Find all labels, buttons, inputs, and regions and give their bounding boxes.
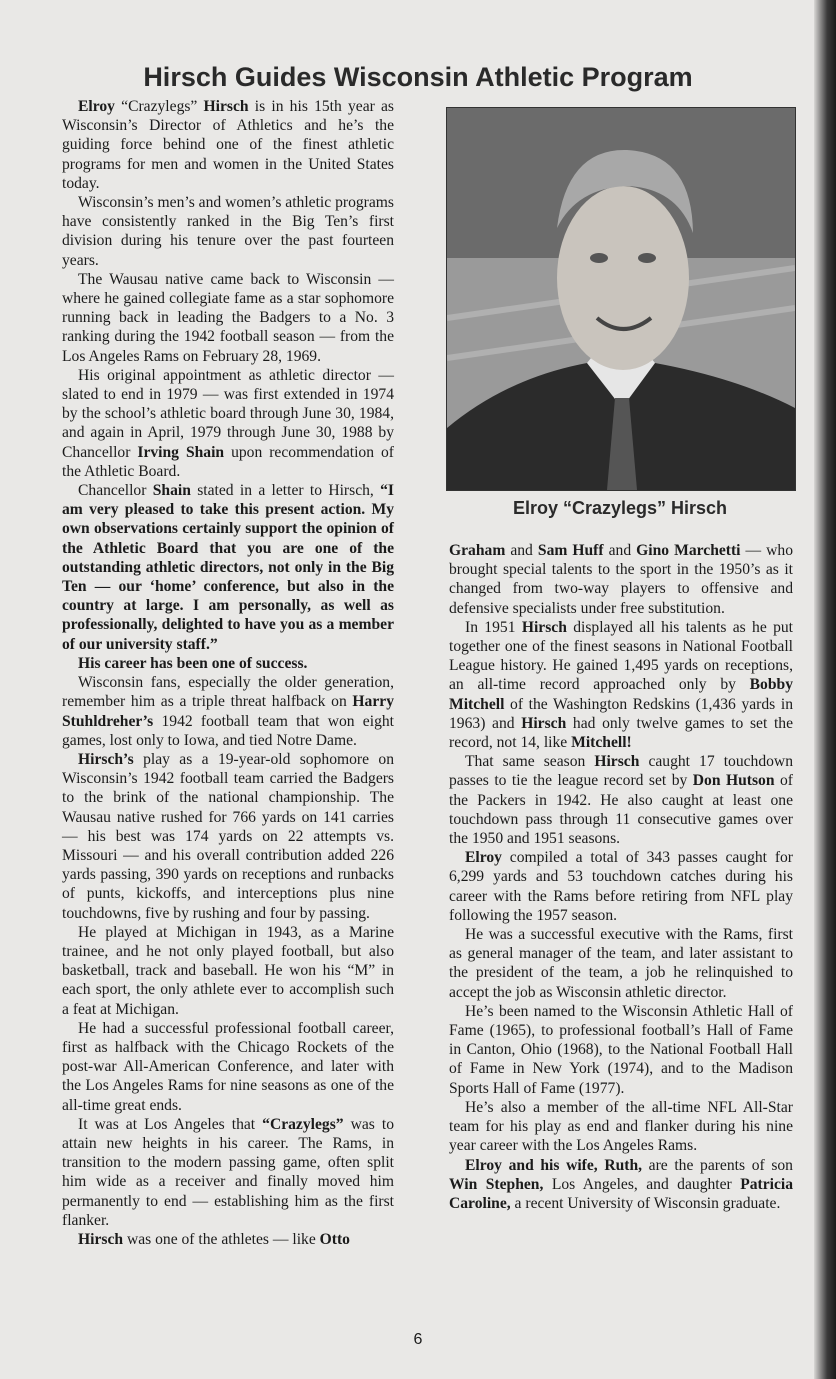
bold-text: Harry Stuhldreher’s bbox=[62, 693, 394, 730]
bold-text: Shain bbox=[152, 482, 191, 500]
bold-text: Gino Marchetti bbox=[636, 542, 741, 559]
bold-text: Win Stephen, bbox=[449, 1175, 544, 1193]
paragraph bbox=[62, 654, 394, 673]
page-edge-shadow bbox=[814, 0, 836, 1379]
paragraph: Wisconsin’s men’s and women’s athletic programs have consistently ranked in the Big Ten’s first division during his tenure over the past fourteen years. bbox=[62, 194, 394, 269]
bold-text: Hirsch’s bbox=[78, 750, 134, 768]
bold-text: Hirsch bbox=[203, 98, 249, 115]
bold-text: Elroy and his wife, Ruth, bbox=[465, 1156, 643, 1174]
bold-text: “Crazylegs” bbox=[262, 1115, 344, 1133]
photo-caption: Elroy “Crazylegs” Hirsch bbox=[512, 498, 728, 518]
paragraph: Hirsch’s play as a 19-year-old sophomore on Wisconsin’s 1942 football team carried the Badgers to the brink of the national championship. The Wausau native rushed for 766 yards on 141 carries — his best was 174 yards on 22 attempts vs. Missouri — and his overall contribution added 226 yards passing, 390 yards on receptions and runbacks of punts, kickoffs, and interceptions plus nine touchdowns, five by rushing and four by passing. bbox=[62, 750, 394, 922]
bold-text: His career has been one of success. bbox=[78, 654, 308, 672]
portrait-illustration bbox=[447, 108, 795, 490]
bold-text: Don Hutson bbox=[692, 772, 775, 790]
bold-text: Otto bbox=[319, 1230, 350, 1248]
bold-text: Mitchell! bbox=[571, 734, 632, 752]
bold-text: “I am very pleased to take this present action. My own observations certainly support the opinion of the Athletic Board that you are one of the outstanding athletic directors, not only in the Big Ten — our ‘home’ conference, but also in the country at large. I am personally, as well as professionally, delighted to have you as a member of our university staff.” bbox=[62, 482, 394, 653]
bold-text: Elroy bbox=[465, 849, 502, 867]
paragraph: Graham and Sam Huff and Gino Marchetti — who brought special talents to the sport in the 1950’s as it changed from two-way players to offensive and defensive specialists under free substitution. bbox=[449, 542, 794, 617]
paragraph: Elroy “Crazylegs” Hirsch is in his 15th year as Wisconsin’s Director of Athletics and he’s the guiding force behind one of the finest athletic programs for men and women in the United States today. bbox=[62, 98, 394, 192]
paragraph: He had a successful professional football career, first as halfback with the Chicago Rockets of the post-war All-American Conference, and later with the Los Angeles Rams for nine seasons as one of the all-time great ends. bbox=[62, 1019, 394, 1114]
bold-text: Sam Huff bbox=[537, 542, 604, 559]
paragraph: His original appointment as athletic director — slated to end in 1979 — was first extended in 1974 by the school’s athletic board through June 30, 1984, and again in April, 1979 through June 30, 1988 by Chancellor Irving Shain upon recommendation of the Athletic Board. bbox=[62, 366, 394, 480]
paragraph: Chancellor Shain stated in a letter to Hirsch, “I am very pleased to take this present action. My own observations certainly support the opinion of the Athletic Board that you are one of the outstanding athletic directors, not only in the Big Ten — our ‘home’ conference, but also in the country at large. I am personally, as well as professionally, delighted to have you as a member of our university staff.” bbox=[62, 482, 394, 653]
bold-text: Hirsch bbox=[521, 714, 567, 732]
page-title: Hirsch Guides Wisconsin Athletic Program bbox=[143, 62, 693, 93]
paragraph: Hirsch was one of the athletes — like Otto bbox=[78, 1230, 350, 1248]
bold-text: Hirsch bbox=[521, 618, 567, 636]
paragraph: The Wausau native came back to Wisconsin — where he gained collegiate fame as a star sophomore running back in leading the Badgers to a No. 3 ranking during the 1942 football season — from the Los Angeles Rams on February 28, 1969. bbox=[62, 270, 394, 365]
bold-text: Irving Shain bbox=[137, 443, 225, 461]
paragraph: He played at Michigan in 1943, as a Marine trainee, and he not only played football, but also basketball, track and baseball. He won his “M” in each sport, the only athlete ever to accomplish such a feat at Michigan. bbox=[62, 923, 394, 1018]
paragraph: He’s also a member of the all-time NFL All-Star team for his play as end and flanker during his nine year career with the Los Angeles Rams. bbox=[449, 1098, 793, 1155]
bold-text: Graham bbox=[449, 542, 506, 559]
right-column bbox=[449, 541, 793, 1213]
bold-text: Patricia Caroline, bbox=[449, 1175, 794, 1212]
paragraph: He’s been named to the Wisconsin Athletic Hall of Fame (1965), to professional football’s Hall of Fame in Canton, Ohio (1968), to the National Football Hall of Fame in New York (1974), and to the Madison Sports Hall of Fame (1977). bbox=[449, 1002, 793, 1097]
bold-text: Hirsch bbox=[594, 753, 640, 771]
paragraph: That same season Hirsch caught 17 touchdown passes to tie the league record set by Don Hutson of the Packers in 1942. He also caught at least one touchdown pass through 11 consecutive games over the 1950 and 1951 seasons. bbox=[449, 753, 793, 848]
bold-text: Bobby Mitchell bbox=[449, 676, 793, 713]
paragraph: In 1951 Hirsch displayed all his talents as he put together one of the finest seasons in National Football League history. He gained 1,495 yards on receptions, an all-time record approached only by Bobby Mitchell of the Washington Redskins (1,436 yards in 1963) and Hirsch had only twelve games to set the record, not 14, like Mitchell! bbox=[449, 618, 793, 752]
bold-text: Hirsch bbox=[78, 1230, 124, 1248]
bold-text: Elroy bbox=[78, 98, 115, 115]
page-number: 6 bbox=[413, 1331, 423, 1348]
paragraph: Elroy and his wife, Ruth, are the parents of son Win Stephen, Los Angeles, and daughter Patricia Caroline, a recent University of Wisconsin graduate. bbox=[449, 1156, 794, 1212]
paragraph: It was at Los Angeles that “Crazylegs” was to attain new heights in his career. The Rams, in transition to the modern passing game, often split him wide as a receiver and finally moved him permanently to end — establishing him as the first flanker. bbox=[62, 1115, 394, 1229]
paragraph: He was a successful executive with the Rams, first as general manager of the team, and later assistant to the president of the team, a job he relinquished to accept the job as Wisconsin athletic director. bbox=[449, 926, 793, 1001]
paragraph: Elroy compiled a total of 343 passes caught for 6,299 yards and 53 touchdown catches during his career with the Rams before retiring from NFL play following the 1957 season. bbox=[449, 849, 793, 924]
portrait-photo bbox=[446, 107, 796, 491]
left-column bbox=[62, 97, 394, 1249]
paragraph: Wisconsin fans, especially the older generation, remember him as a triple threat halfback on Harry Stuhldreher’s 1942 football team that won eight games, lost only to Iowa, and tied Notre Dame. bbox=[62, 674, 394, 749]
